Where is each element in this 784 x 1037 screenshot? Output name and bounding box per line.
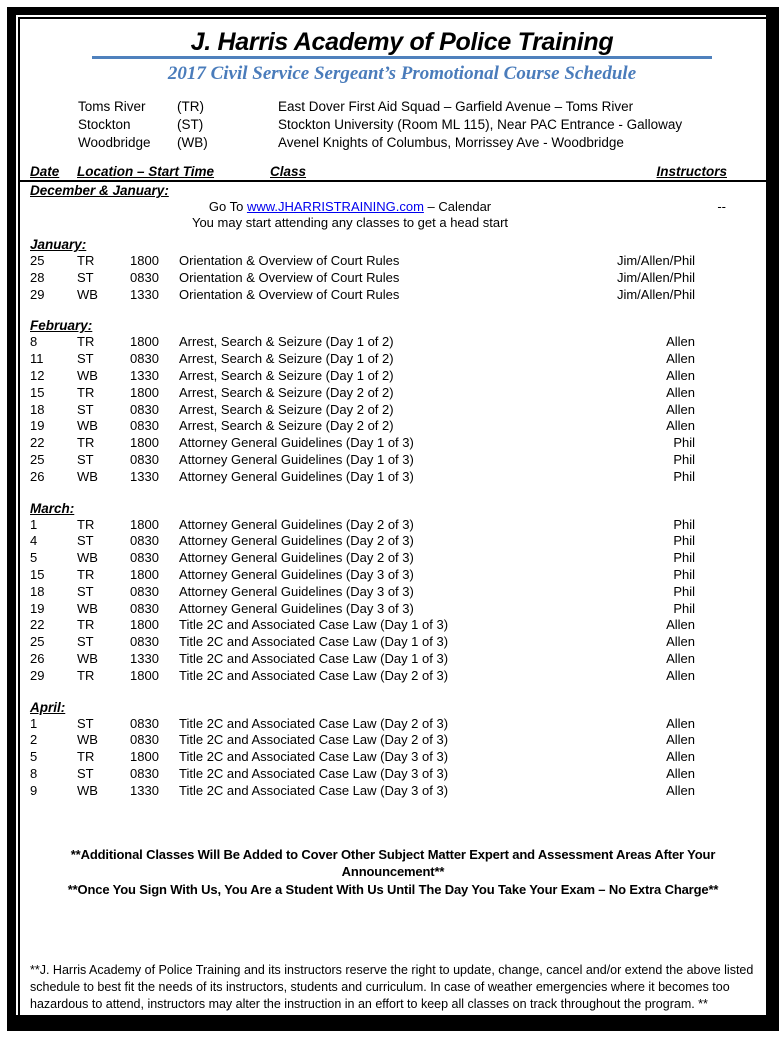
goto-suffix: – Calendar bbox=[427, 199, 492, 214]
footer-bold-line-1: **Additional Classes Will Be Added to Cover Other Subject Matter Expert and Assessment Areas After Your Announcement** bbox=[70, 846, 716, 880]
start-time-cell: 1330 bbox=[130, 367, 159, 383]
month-section bbox=[20, 237, 766, 303]
schedule-row bbox=[20, 517, 766, 534]
schedule-row bbox=[20, 783, 766, 800]
location-abbreviation: (WB) bbox=[177, 135, 208, 150]
row-indent bbox=[20, 402, 30, 419]
row-indent bbox=[20, 385, 30, 402]
date-cell: 9 bbox=[30, 782, 38, 798]
instructors-cell: Allen bbox=[666, 765, 695, 781]
date-cell: 4 bbox=[30, 533, 38, 549]
start-time-cell: 0830 bbox=[130, 583, 159, 599]
instructors-cell: Allen bbox=[666, 367, 695, 383]
date-cell: 1 bbox=[30, 715, 38, 731]
instructors-cell: Phil bbox=[673, 533, 695, 549]
class-cell: Attorney General Guidelines (Day 2 of 3) bbox=[179, 516, 414, 532]
start-time-cell: 1800 bbox=[130, 384, 159, 400]
instructors-cell: Phil bbox=[673, 516, 695, 532]
row-indent bbox=[20, 351, 30, 368]
instructors-cell: Jim/Allen/Phil bbox=[616, 253, 695, 268]
start-time-cell: 0830 bbox=[130, 269, 159, 285]
instructors-cell: Allen bbox=[666, 384, 695, 400]
location-cell: TR bbox=[77, 617, 95, 633]
location-cell: ST bbox=[77, 583, 94, 599]
row-indent bbox=[20, 533, 30, 550]
date-cell: 15 bbox=[30, 566, 45, 582]
row-indent bbox=[20, 749, 30, 766]
month-section bbox=[20, 501, 766, 685]
schedule-row bbox=[20, 385, 766, 402]
instructors-cell: Allen bbox=[666, 782, 695, 798]
row-indent bbox=[20, 287, 30, 304]
location-cell: TR bbox=[77, 253, 95, 268]
disclaimer-paragraph: **J. Harris Academy of Police Training and its instructors reserve the right to update, change, cancel and/or extend the above listed schedule to best fit the needs of its instructors, students and curriculum. In case of weather emergencies where it becomes too hazardous to attend, instructors may alter the instruction in an effort to keep all classes on track throughout the program. ** bbox=[30, 963, 754, 1012]
schedule-row bbox=[20, 270, 766, 287]
class-cell: Attorney General Guidelines (Day 3 of 3) bbox=[179, 566, 414, 582]
row-indent bbox=[20, 452, 30, 469]
instructors-cell: Allen bbox=[666, 418, 695, 434]
instructors-cell: Allen bbox=[666, 650, 695, 666]
location-abbreviation: (ST) bbox=[177, 117, 204, 132]
location-cell: WB bbox=[77, 650, 98, 666]
month-label: January: bbox=[30, 237, 87, 252]
row-indent bbox=[20, 716, 30, 733]
start-time-cell: 1800 bbox=[130, 617, 159, 633]
location-cell: WB bbox=[77, 550, 98, 566]
instructors-cell: Allen bbox=[666, 667, 695, 683]
date-cell: 18 bbox=[30, 401, 45, 417]
schedule-row bbox=[20, 452, 766, 469]
start-time-cell: 1800 bbox=[130, 334, 159, 350]
class-cell: Attorney General Guidelines (Day 2 of 3) bbox=[179, 550, 414, 566]
start-time-cell: 0830 bbox=[130, 715, 159, 731]
location-legend-row bbox=[78, 134, 766, 152]
class-cell: Attorney General Guidelines (Day 1 of 3) bbox=[179, 435, 414, 451]
location-cell: TR bbox=[77, 667, 95, 683]
date-cell: 5 bbox=[30, 749, 38, 765]
schedule-row bbox=[20, 601, 766, 618]
start-time-cell: 1330 bbox=[130, 782, 159, 798]
schedule-row bbox=[20, 716, 766, 733]
row-indent bbox=[20, 435, 30, 452]
date-cell: 29 bbox=[30, 667, 45, 683]
location-cell: TR bbox=[77, 566, 95, 582]
instructors-cell: Phil bbox=[673, 583, 695, 599]
schedule-table-header bbox=[20, 164, 766, 182]
location-legend bbox=[78, 98, 766, 152]
location-cell: WB bbox=[77, 782, 98, 798]
date-cell: 8 bbox=[30, 334, 38, 350]
start-time-cell: 1800 bbox=[130, 749, 159, 765]
row-indent bbox=[20, 368, 30, 385]
goto-line bbox=[20, 199, 680, 215]
month-rows bbox=[20, 716, 766, 800]
class-cell: Title 2C and Associated Case Law (Day 2 of 3) bbox=[179, 732, 449, 748]
row-indent bbox=[20, 567, 30, 584]
instructors-cell: Phil bbox=[673, 600, 695, 616]
start-time-cell: 1800 bbox=[130, 516, 159, 532]
location-cell: WB bbox=[77, 418, 98, 434]
start-time-cell: 1330 bbox=[130, 650, 159, 666]
schedule-row bbox=[20, 668, 766, 685]
location-cell: WB bbox=[77, 468, 98, 484]
class-cell: Arrest, Search & Seizure (Day 2 of 2) bbox=[179, 401, 394, 417]
instructors-cell: Phil bbox=[673, 435, 695, 451]
document-title: J. Harris Academy of Police Training bbox=[190, 28, 614, 56]
date-cell: 15 bbox=[30, 384, 45, 400]
month-rows bbox=[20, 517, 766, 685]
schedule-row bbox=[20, 253, 766, 270]
location-address: Stockton University (Room ML 115), Near PAC Entrance - Galloway bbox=[278, 117, 683, 132]
instructors-cell: Allen bbox=[666, 749, 695, 765]
class-cell: Title 2C and Associated Case Law (Day 1 of 3) bbox=[179, 650, 449, 666]
instructors-cell: Allen bbox=[666, 351, 695, 367]
date-cell: 28 bbox=[30, 269, 45, 285]
class-cell: Attorney General Guidelines (Day 1 of 3) bbox=[179, 468, 414, 484]
header-location-start-time: Location – Start Time bbox=[77, 164, 215, 179]
head-start-note: You may start attending any classes to get a head start bbox=[191, 215, 509, 230]
location-cell: ST bbox=[77, 451, 94, 467]
location-cell: ST bbox=[77, 634, 94, 650]
schedule-row bbox=[20, 617, 766, 634]
footer-bold-line-2: **Once You Sign With Us, You Are a Student With Us Until The Day You Take Your Exam – No Extra Charge** bbox=[67, 881, 719, 897]
schedule-row bbox=[20, 287, 766, 304]
row-indent bbox=[20, 766, 30, 783]
class-cell: Arrest, Search & Seizure (Day 2 of 2) bbox=[179, 418, 394, 434]
location-cell: TR bbox=[77, 435, 95, 451]
month-section bbox=[20, 318, 766, 485]
date-cell: 25 bbox=[30, 451, 45, 467]
start-time-cell: 1330 bbox=[130, 468, 159, 484]
start-time-cell: 1330 bbox=[130, 286, 159, 302]
month-label: April: bbox=[30, 699, 66, 715]
start-time-cell: 1800 bbox=[130, 566, 159, 582]
instructors-cell: Allen bbox=[666, 334, 695, 350]
schedule-row bbox=[20, 567, 766, 584]
location-cell: ST bbox=[77, 269, 94, 285]
instructors-cell: Allen bbox=[666, 715, 695, 731]
month-label: February: bbox=[30, 318, 93, 334]
date-cell: 1 bbox=[30, 516, 38, 532]
row-indent bbox=[20, 253, 30, 270]
goto-prefix: Go To bbox=[208, 199, 244, 214]
location-cell: ST bbox=[77, 533, 94, 549]
location-name: Stockton bbox=[78, 117, 131, 132]
row-indent bbox=[20, 517, 30, 534]
location-cell: ST bbox=[77, 715, 94, 731]
instructors-cell: Allen bbox=[666, 617, 695, 633]
month-label: March: bbox=[30, 500, 75, 516]
location-cell: TR bbox=[77, 516, 95, 532]
instructors-cell: Phil bbox=[673, 566, 695, 582]
class-cell: Title 2C and Associated Case Law (Day 3 of 3) bbox=[179, 749, 449, 765]
location-legend-row bbox=[78, 116, 766, 134]
page-content bbox=[20, 19, 766, 1015]
date-cell: 25 bbox=[30, 253, 45, 268]
class-cell: Title 2C and Associated Case Law (Day 2 of 3) bbox=[179, 667, 449, 683]
date-cell: 29 bbox=[30, 286, 45, 302]
start-time-cell: 1800 bbox=[130, 435, 159, 451]
class-cell: Attorney General Guidelines (Day 2 of 3) bbox=[179, 533, 414, 549]
page-inner-border bbox=[18, 17, 766, 1015]
schedule-row bbox=[20, 766, 766, 783]
training-website-link[interactable]: www.JHARRISTRAINING.com bbox=[246, 199, 424, 214]
row-indent bbox=[20, 270, 30, 287]
class-cell: Attorney General Guidelines (Day 3 of 3) bbox=[179, 600, 414, 616]
instructors-cell: Phil bbox=[673, 451, 695, 467]
schedule-row bbox=[20, 634, 766, 651]
location-name: Woodbridge bbox=[78, 135, 151, 150]
class-cell: Arrest, Search & Seizure (Day 2 of 2) bbox=[179, 384, 394, 400]
row-indent bbox=[20, 418, 30, 435]
location-abbreviation: (TR) bbox=[177, 99, 204, 114]
december-note-row bbox=[20, 215, 766, 231]
row-indent bbox=[20, 668, 30, 685]
date-cell: 19 bbox=[30, 418, 45, 434]
location-address: Avenel Knights of Columbus, Morrissey Ave - Woodbridge bbox=[278, 135, 624, 150]
start-time-cell: 0830 bbox=[130, 765, 159, 781]
class-cell: Title 2C and Associated Case Law (Day 3 of 3) bbox=[179, 782, 449, 798]
schedule-row bbox=[20, 368, 766, 385]
start-time-cell: 0830 bbox=[130, 451, 159, 467]
location-cell: WB bbox=[77, 286, 98, 302]
location-cell: TR bbox=[77, 384, 95, 400]
row-indent bbox=[20, 550, 30, 567]
row-indent bbox=[20, 783, 30, 800]
class-cell: Title 2C and Associated Case Law (Day 1 of 3) bbox=[179, 617, 449, 633]
schedule-row bbox=[20, 651, 766, 668]
row-indent bbox=[20, 469, 30, 486]
instructors-cell: Allen bbox=[666, 401, 695, 417]
instructors-cell: Allen bbox=[666, 732, 695, 748]
class-cell: Orientation & Overview of Court Rules bbox=[179, 269, 400, 285]
start-time-cell: 0830 bbox=[130, 533, 159, 549]
class-cell: Title 2C and Associated Case Law (Day 1 of 3) bbox=[179, 634, 449, 650]
class-cell: Arrest, Search & Seizure (Day 1 of 2) bbox=[179, 334, 394, 350]
schedule-row bbox=[20, 584, 766, 601]
page-border-frame bbox=[7, 7, 779, 1031]
location-name: Toms River bbox=[78, 99, 146, 114]
start-time-cell: 0830 bbox=[130, 550, 159, 566]
row-indent bbox=[20, 634, 30, 651]
month-section bbox=[20, 700, 766, 800]
schedule-row bbox=[20, 749, 766, 766]
instructors-cell: Jim/Allen/Phil bbox=[616, 269, 695, 285]
row-indent bbox=[20, 584, 30, 601]
date-cell: 8 bbox=[30, 765, 38, 781]
header-instructors: Instructors bbox=[656, 164, 727, 179]
schedule-row bbox=[20, 402, 766, 419]
date-cell: 11 bbox=[30, 351, 44, 367]
location-cell: TR bbox=[77, 749, 95, 765]
date-cell: 25 bbox=[30, 634, 45, 650]
location-cell: ST bbox=[77, 351, 94, 367]
class-cell: Orientation & Overview of Court Rules bbox=[179, 253, 400, 268]
date-cell: 26 bbox=[30, 468, 45, 484]
date-cell: 19 bbox=[30, 600, 45, 616]
location-cell: ST bbox=[77, 765, 94, 781]
month-label-december-january: December & January: bbox=[30, 183, 169, 198]
start-time-cell: 1800 bbox=[130, 667, 159, 683]
instructors-cell: Jim/Allen/Phil bbox=[616, 286, 695, 302]
schedule-row bbox=[20, 533, 766, 550]
month-rows bbox=[20, 334, 766, 485]
schedule-row bbox=[20, 435, 766, 452]
row-indent bbox=[20, 732, 30, 749]
row-indent bbox=[20, 617, 30, 634]
location-cell: WB bbox=[77, 367, 98, 383]
start-time-cell: 0830 bbox=[130, 351, 159, 367]
document-subtitle: 2017 Civil Service Sergeant’s Promotional Course Schedule bbox=[167, 63, 637, 84]
class-cell: Orientation & Overview of Court Rules bbox=[179, 286, 400, 302]
schedule-row bbox=[20, 334, 766, 351]
date-cell: 5 bbox=[30, 550, 38, 566]
location-cell: WB bbox=[77, 732, 98, 748]
location-address: East Dover First Aid Squad – Garfield Avenue – Toms River bbox=[278, 99, 634, 114]
start-time-cell: 1800 bbox=[130, 253, 159, 268]
december-instructors-placeholder: -- bbox=[717, 199, 726, 214]
schedule-row bbox=[20, 550, 766, 567]
date-cell: 18 bbox=[30, 583, 45, 599]
date-cell: 12 bbox=[30, 367, 45, 383]
location-cell: WB bbox=[77, 600, 98, 616]
location-cell: ST bbox=[77, 401, 94, 417]
class-cell: Attorney General Guidelines (Day 1 of 3) bbox=[179, 451, 414, 467]
schedule-sections bbox=[20, 237, 766, 800]
date-cell: 26 bbox=[30, 650, 45, 666]
row-indent bbox=[20, 651, 30, 668]
date-cell: 22 bbox=[30, 435, 45, 451]
schedule-row bbox=[20, 732, 766, 749]
instructors-cell: Phil bbox=[673, 550, 695, 566]
start-time-cell: 0830 bbox=[130, 634, 159, 650]
class-cell: Arrest, Search & Seizure (Day 1 of 2) bbox=[179, 367, 394, 383]
row-indent bbox=[20, 601, 30, 618]
instructors-cell: Phil bbox=[673, 468, 695, 484]
class-cell: Attorney General Guidelines (Day 3 of 3) bbox=[179, 583, 414, 599]
class-cell: Title 2C and Associated Case Law (Day 3 of 3) bbox=[179, 765, 449, 781]
december-goto-row bbox=[20, 199, 766, 215]
row-indent bbox=[20, 334, 30, 351]
header-date: Date bbox=[30, 164, 60, 179]
schedule-row bbox=[20, 418, 766, 435]
class-cell: Title 2C and Associated Case Law (Day 2 of 3) bbox=[179, 715, 449, 731]
month-rows bbox=[20, 253, 766, 303]
location-cell: TR bbox=[77, 334, 95, 350]
start-time-cell: 0830 bbox=[130, 600, 159, 616]
header-class: Class bbox=[270, 164, 307, 179]
instructors-cell: Allen bbox=[666, 634, 695, 650]
date-cell: 22 bbox=[30, 617, 45, 633]
location-legend-row bbox=[78, 98, 766, 116]
schedule-row bbox=[20, 469, 766, 486]
title-block bbox=[92, 25, 712, 59]
start-time-cell: 0830 bbox=[130, 418, 159, 434]
start-time-cell: 0830 bbox=[130, 732, 159, 748]
start-time-cell: 0830 bbox=[130, 401, 159, 417]
date-cell: 2 bbox=[30, 732, 38, 748]
class-cell: Arrest, Search & Seizure (Day 1 of 2) bbox=[179, 351, 394, 367]
schedule-row bbox=[20, 351, 766, 368]
